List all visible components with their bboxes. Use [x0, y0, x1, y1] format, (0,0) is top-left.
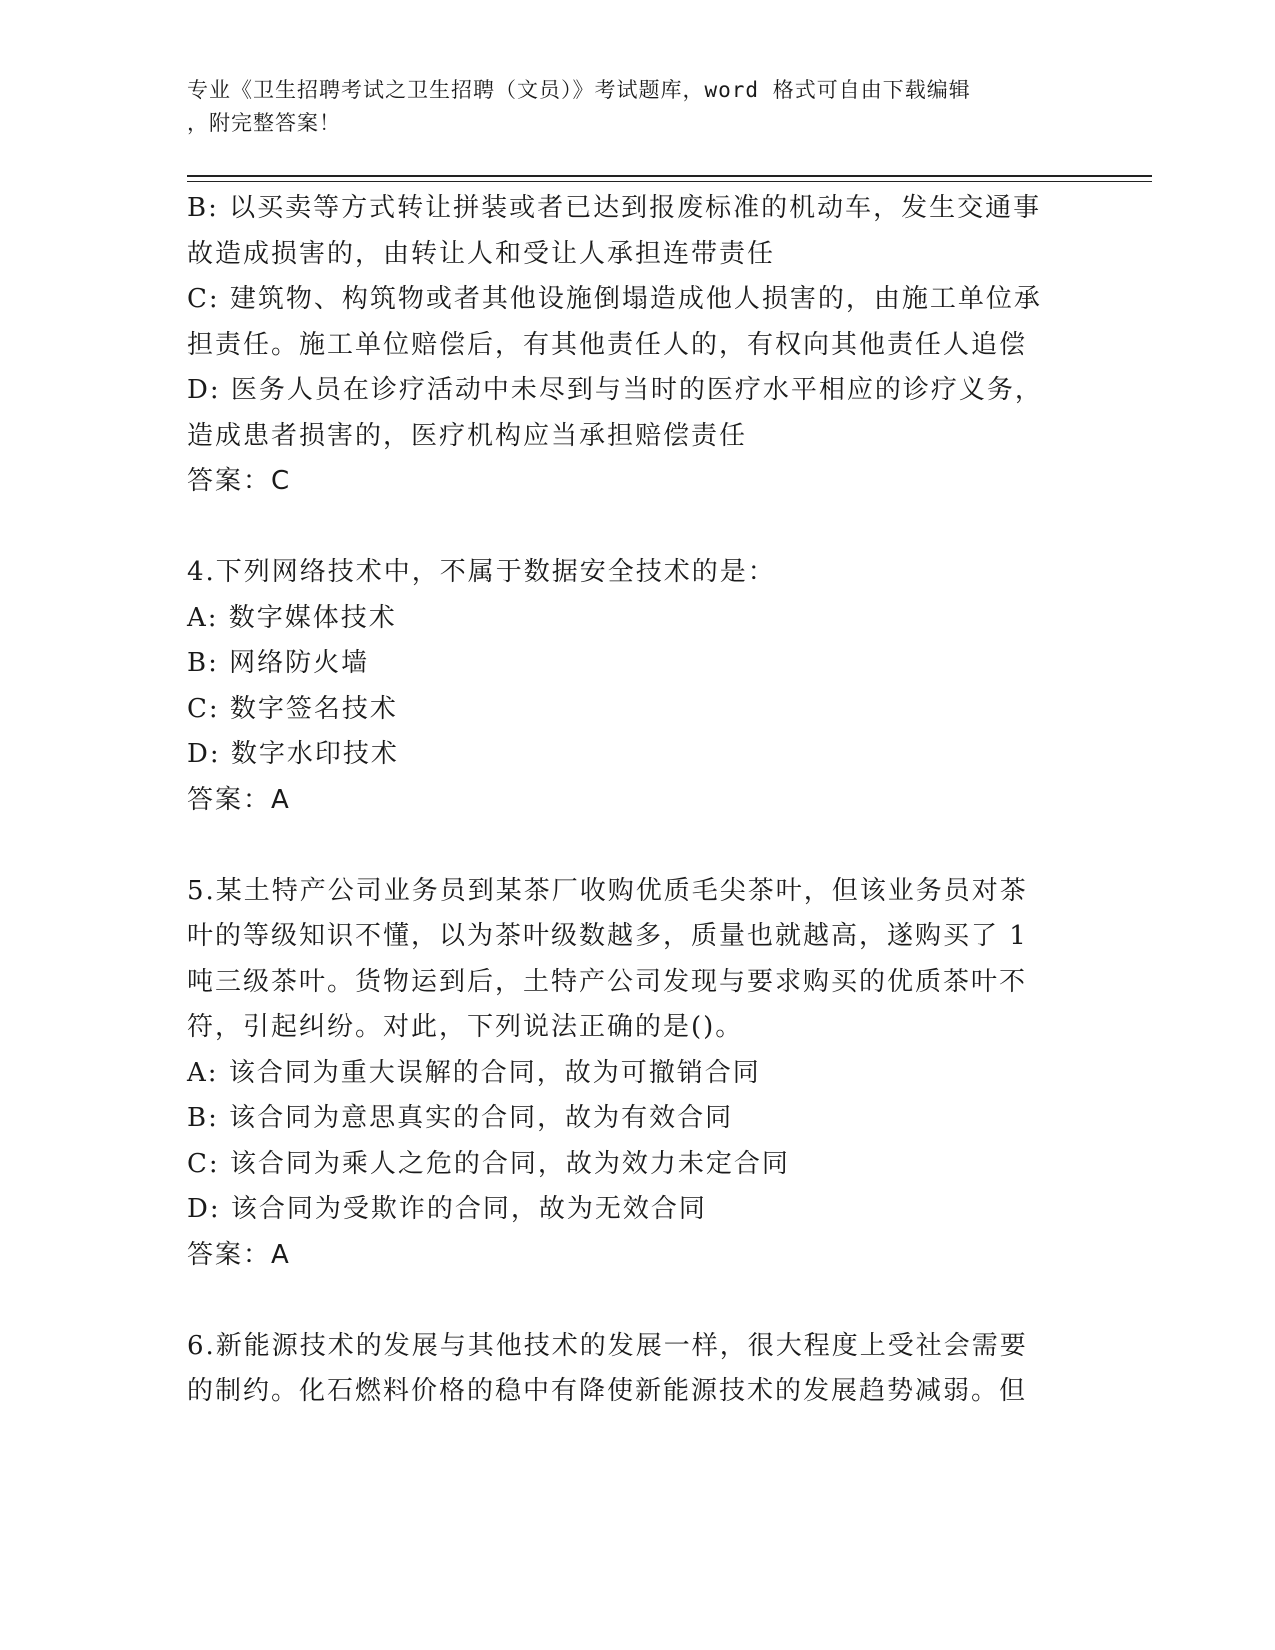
question-3-continued	[187, 186, 1067, 505]
option-d-line1: D: 医务人员在诊疗活动中未尽到与当时的医疗水平相应的诊疗义务，	[187, 375, 1043, 405]
answer-label: 答案：C	[187, 466, 292, 496]
answer-label: 答案：A	[187, 784, 291, 815]
question-6	[187, 1324, 1067, 1415]
option-a: A: 数字媒体技术	[187, 602, 397, 633]
option-c: C: 数字签名技术	[187, 693, 398, 724]
option-c-line2: 担责任。施工单位赔偿后，有其他责任人的，有权向其他责任人追偿	[187, 329, 1028, 360]
question-stem-line2: 的制约。化石燃料价格的稳中有降使新能源技术的发展趋势减弱。但	[187, 1376, 1028, 1406]
question-stem: 4.下列网络技术中，不属于数据安全技术的是：	[187, 557, 776, 587]
spacer	[187, 505, 1067, 551]
option-b: B: 网络防火墙	[187, 648, 370, 678]
header-divider-thick	[187, 175, 1152, 177]
spacer	[187, 823, 1067, 869]
question-stem-line3: 吨三级茶叶。货物运到后，土特产公司发现与要求购买的优质茶叶不	[187, 966, 1028, 997]
option-b-line1: B: 以买卖等方式转让拼装或者已达到报废标准的机动车，发生交通事	[187, 193, 1042, 223]
document-header	[187, 74, 1067, 140]
option-c-line1: C: 建筑物、构筑物或者其他设施倒塌造成他人损害的，由施工单位承	[187, 284, 1042, 314]
option-c: C: 该合同为乘人之危的合同，故为效力未定合同	[187, 1148, 790, 1179]
spacer	[187, 1278, 1067, 1324]
option-d: D: 该合同为受欺诈的合同，故为无效合同	[187, 1194, 707, 1224]
question-stem-line1: 6.新能源技术的发展与其他技术的发展一样，很大程度上受社会需要	[187, 1330, 1028, 1361]
header-title-line2: ，附完整答案！	[187, 111, 341, 135]
header-divider-thin	[187, 181, 1152, 182]
question-stem-line1: 5.某土特产公司业务员到某茶厂收购优质毛尖茶叶，但该业务员对茶	[187, 875, 1028, 906]
answer-label: 答案：A	[187, 1239, 291, 1270]
question-stem-line2: 叶的等级知识不懂，以为茶叶级数越多，质量也就越高，遂购买了 1	[187, 921, 1028, 951]
question-stem-line4: 符，引起纠纷。对此，下列说法正确的是()。	[187, 1012, 744, 1042]
option-b-line2: 故造成损害的，由转让人和受让人承担连带责任	[187, 238, 776, 269]
option-d: D: 数字水印技术	[187, 739, 399, 769]
header-title-line1: 专业《卫生招聘考试之卫生招聘（文员）》考试题库，word 格式可自由下载编辑	[187, 78, 971, 102]
option-a: A: 该合同为重大误解的合同，故为可撤销合同	[187, 1057, 761, 1088]
question-5	[187, 869, 1067, 1279]
question-4	[187, 550, 1067, 823]
option-d-line2: 造成患者损害的，医疗机构应当承担赔偿责任	[187, 420, 748, 451]
option-b: B: 该合同为意思真实的合同，故为有效合同	[187, 1103, 734, 1133]
question-list	[187, 186, 1067, 1415]
